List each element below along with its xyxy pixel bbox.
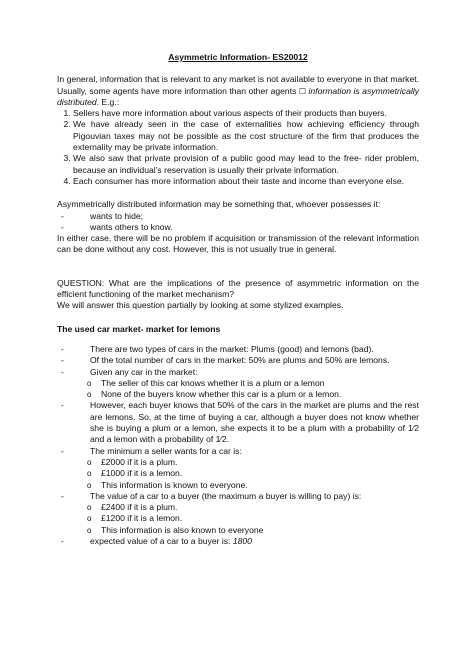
sublist-item: o This information is also known to everyone xyxy=(57,525,419,536)
example-item: 2. We have already seen in the case of externalities how achieving efficiency through Pigouvian taxes may not be possible as the cost structure of the firm that produces the externality may be private information. xyxy=(73,119,419,153)
intro-text: In general, information that is relevant to any market is not available to everyone in that market. Usually, some agents have more information than other agents xyxy=(57,74,419,96)
examples-list xyxy=(57,108,419,187)
list-item xyxy=(57,367,419,401)
list-item: - wants to hide; xyxy=(57,211,419,222)
min-seller-text: The minimum a seller wants for a car is: xyxy=(90,445,242,456)
sublist-item: o £2400 if it is a plum. xyxy=(57,502,419,513)
buyer-sublist xyxy=(57,502,419,536)
document-page xyxy=(57,52,419,547)
given-car-text: Given any car in the market: xyxy=(90,366,198,377)
section-heading: The used car market- market for lemons xyxy=(57,323,221,334)
list-item: - Of the total number of cars in the market: 50% are plums and 50% are lemons. xyxy=(57,355,419,366)
example-item: 1. Sellers have more information about various aspects of their products than buyers. xyxy=(73,108,419,119)
sublist-item: o £1200 if it is a lemon. xyxy=(57,513,419,524)
list-item xyxy=(57,491,419,536)
expected-prefix: expected value of a car to a buyer is: xyxy=(90,535,233,546)
example-item: 3. We also saw that private provision of a public good may lead to the free- rider problem, because an individual’s reservation is usually their private information. xyxy=(73,153,419,176)
question-paragraph: QUESTION: What are the implications of the presence of asymmetric information on the efficient functioning of the market mechanism? xyxy=(57,277,419,300)
possessor-list xyxy=(57,211,419,234)
sublist-item: o None of the buyers know whether this car is a plum or a lemon. xyxy=(57,389,419,400)
sublist-item: o The seller of this car knows whether it is a plum or a lemon xyxy=(57,378,419,389)
buyer-value-text: The value of a car to a buyer (the maximum a buyer is willing to pay) is: xyxy=(90,490,362,501)
missing-glyph-icon: ☐ xyxy=(298,86,307,96)
expected-value: 1800 xyxy=(232,535,252,546)
sublist-item: o £2000 if it is a plum. xyxy=(57,457,419,468)
sublist-item: o £1000 if it is a lemon. xyxy=(57,468,419,479)
list-item: - wants others to know. xyxy=(57,222,419,233)
car-market-list xyxy=(57,344,419,547)
page-title: Asymmetric Information- ES20012 xyxy=(168,52,308,62)
sublist-item: o This information is known to everyone. xyxy=(57,480,419,491)
answer-paragraph: We will answer this question partially by looking at some stylized examples. xyxy=(57,300,344,311)
example-item: 4. Each consumer has more information about their taste and income than everyone else. xyxy=(73,176,419,187)
list-item xyxy=(57,446,419,491)
list-item: - There are two types of cars in the market: Plums (good) and lemons (bad). xyxy=(57,344,419,355)
intro-italic: information is asymmetrically distributed xyxy=(57,85,419,107)
possessor-intro: Asymmetrically distributed information may be something that, whoever possesses it: xyxy=(57,199,381,210)
list-item: - However, each buyer knows that 50% of the cars in the market are plums and the rest are lemons. So, at the time of buying a car, although a buyer does not know whether she is buying a plum or a lemon, she expects it to be a plum with a probability of 1⁄2 and a lemon with a probability of 1⁄2. xyxy=(57,400,419,445)
list-item xyxy=(57,536,419,547)
min-sublist xyxy=(57,457,419,491)
intro-after: . E.g.: xyxy=(96,96,120,107)
given-sublist xyxy=(57,378,419,401)
intro-paragraph xyxy=(57,74,419,108)
either-case-paragraph: In either case, there will be no problem if acquisition or transmission of the relevant information can be done without any cost. However, this is not usually true in general. xyxy=(57,233,419,255)
